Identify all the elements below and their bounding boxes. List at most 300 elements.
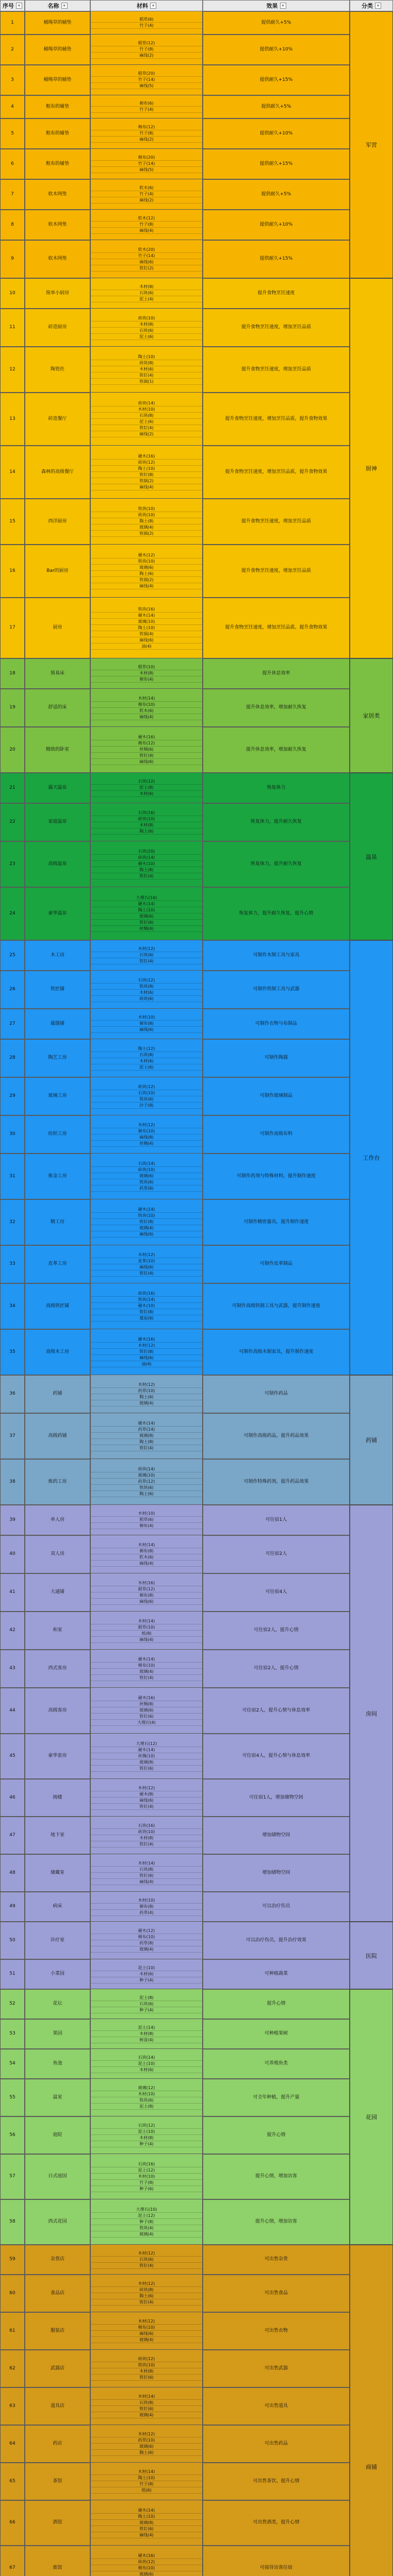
row-name[interactable] [25, 1283, 90, 1329]
row-name[interactable] [25, 2079, 90, 2116]
row-effect[interactable] [203, 2312, 350, 2350]
row-seq[interactable] [0, 118, 25, 149]
category-cell[interactable] [350, 1989, 393, 2245]
row-seq[interactable] [0, 2425, 25, 2463]
row-seq[interactable] [0, 149, 25, 179]
row-seq[interactable] [0, 210, 25, 240]
row-seq[interactable] [0, 1199, 25, 1245]
row-name[interactable] [25, 1459, 90, 1505]
row-seq[interactable] [0, 1959, 25, 1989]
row-seq[interactable] [0, 1505, 25, 1535]
row-seq[interactable] [0, 2049, 25, 2079]
row-effect[interactable] [203, 2425, 350, 2463]
row-materials[interactable] [90, 2425, 203, 2463]
row-seq[interactable] [0, 598, 25, 658]
material-item: 丝绸(10) [91, 1753, 202, 1759]
category-cell[interactable] [350, 1922, 393, 1989]
row-materials[interactable] [90, 1854, 203, 1892]
row-materials[interactable] [90, 118, 203, 149]
row-materials[interactable] [90, 545, 203, 598]
row-materials[interactable] [90, 1817, 203, 1854]
row-effect[interactable] [203, 2275, 350, 2312]
row-name[interactable] [25, 940, 90, 971]
row-seq[interactable] [0, 278, 25, 309]
category-cell[interactable] [350, 773, 393, 940]
row-name[interactable] [25, 446, 90, 499]
row-seq[interactable] [0, 1283, 25, 1329]
name-text: 玻璃工房 [48, 1093, 67, 1099]
row-name[interactable] [25, 1115, 90, 1154]
row-effect[interactable] [203, 773, 350, 803]
row-name[interactable] [25, 179, 90, 210]
row-materials[interactable] [90, 2350, 203, 2387]
row-materials[interactable] [90, 65, 203, 95]
row-seq[interactable] [0, 309, 25, 347]
row-materials[interactable] [90, 309, 203, 347]
row-effect[interactable] [203, 1039, 350, 1077]
row-name[interactable] [25, 1959, 90, 1989]
row-effect[interactable] [203, 1892, 350, 1922]
row-name[interactable] [25, 393, 90, 446]
row-materials[interactable] [90, 35, 203, 65]
material-item: 铁钉(8) [91, 1219, 202, 1225]
row-effect[interactable] [203, 2387, 350, 2425]
row-name[interactable] [25, 1039, 90, 1077]
row-effect[interactable] [203, 35, 350, 65]
row-effect[interactable] [203, 393, 350, 446]
row-effect[interactable] [203, 689, 350, 727]
row-seq[interactable] [0, 1612, 25, 1650]
row-materials[interactable] [90, 95, 203, 118]
row-effect[interactable] [203, 1779, 350, 1817]
category-cell[interactable] [350, 1505, 393, 1922]
row-name[interactable] [25, 1989, 90, 2019]
row-materials[interactable] [90, 149, 203, 179]
row-effect[interactable] [203, 1375, 350, 1413]
row-materials[interactable] [90, 1459, 203, 1505]
row-effect[interactable] [203, 1115, 350, 1154]
row-materials[interactable] [90, 2199, 203, 2245]
filter-dropdown-icon[interactable]: ▾ [61, 3, 68, 9]
row-seq[interactable] [0, 2116, 25, 2154]
row-effect[interactable] [203, 179, 350, 210]
row-effect[interactable] [203, 1989, 350, 2019]
row-materials[interactable] [90, 2116, 203, 2154]
row-effect[interactable] [203, 95, 350, 118]
row-seq[interactable] [0, 65, 25, 95]
row-materials[interactable] [90, 1375, 203, 1413]
row-name[interactable] [25, 1199, 90, 1245]
row-effect[interactable] [203, 2546, 350, 2576]
row-name[interactable] [25, 347, 90, 393]
row-seq[interactable] [0, 1854, 25, 1892]
row-effect[interactable] [203, 446, 350, 499]
row-effect[interactable] [203, 1688, 350, 1734]
row-materials[interactable] [90, 1612, 203, 1650]
row-materials[interactable] [90, 2079, 203, 2116]
row-name[interactable] [25, 971, 90, 1009]
row-name[interactable] [25, 2463, 90, 2500]
row-name[interactable] [25, 2500, 90, 2546]
header-category[interactable]: 分类 ▾ [350, 0, 393, 11]
row-effect[interactable] [203, 11, 350, 35]
row-effect[interactable] [203, 2019, 350, 2049]
row-materials[interactable] [90, 1154, 203, 1199]
row-name[interactable] [25, 1505, 90, 1535]
row-seq[interactable] [0, 1039, 25, 1077]
row-seq[interactable] [0, 35, 25, 65]
row-effect[interactable] [203, 1283, 350, 1329]
row-seq[interactable] [0, 1989, 25, 2019]
row-name[interactable] [25, 278, 90, 309]
row-materials[interactable] [90, 1892, 203, 1922]
row-name[interactable] [25, 1612, 90, 1650]
row-effect[interactable] [203, 2199, 350, 2245]
row-effect[interactable] [203, 65, 350, 95]
row-effect[interactable] [203, 887, 350, 940]
row-materials[interactable] [90, 1009, 203, 1039]
row-effect[interactable] [203, 499, 350, 545]
row-name[interactable] [25, 2116, 90, 2154]
row-materials[interactable] [90, 1413, 203, 1459]
category-cell[interactable] [350, 278, 393, 658]
row-seq[interactable] [0, 499, 25, 545]
row-seq[interactable] [0, 446, 25, 499]
row-materials[interactable] [90, 727, 203, 773]
row-materials[interactable] [90, 1734, 203, 1779]
category-cell[interactable] [350, 658, 393, 773]
row-effect[interactable] [203, 841, 350, 887]
row-materials[interactable] [90, 179, 203, 210]
row-materials[interactable] [90, 1573, 203, 1612]
row-effect[interactable] [203, 1650, 350, 1688]
row-materials[interactable] [90, 658, 203, 689]
category-cell[interactable] [350, 11, 393, 278]
row-name[interactable] [25, 841, 90, 887]
row-name[interactable] [25, 2199, 90, 2245]
row-materials[interactable] [90, 2387, 203, 2425]
row-seq[interactable] [0, 2154, 25, 2199]
row-seq[interactable] [0, 1375, 25, 1413]
category-cell[interactable] [350, 2245, 393, 2576]
row-name[interactable] [25, 65, 90, 95]
row-effect[interactable] [203, 1734, 350, 1779]
row-effect[interactable] [203, 1922, 350, 1959]
row-name[interactable] [25, 1854, 90, 1892]
category-cell[interactable] [350, 940, 393, 1375]
row-seq[interactable] [0, 2350, 25, 2387]
row-seq[interactable] [0, 179, 25, 210]
row-name[interactable] [25, 210, 90, 240]
header-effect[interactable]: 效果 ▾ [203, 0, 350, 11]
row-materials[interactable] [90, 1779, 203, 1817]
row-materials[interactable] [90, 1535, 203, 1573]
row-seq[interactable] [0, 1535, 25, 1573]
row-effect[interactable] [203, 2245, 350, 2275]
header-material[interactable]: 材料 ▾ [90, 0, 203, 11]
row-seq[interactable] [0, 1245, 25, 1283]
row-seq[interactable] [0, 1413, 25, 1459]
row-name[interactable] [25, 887, 90, 940]
row-name[interactable] [25, 2154, 90, 2199]
row-seq[interactable] [0, 689, 25, 727]
row-effect[interactable] [203, 1505, 350, 1535]
row-seq[interactable] [0, 773, 25, 803]
filter-dropdown-icon[interactable]: ▾ [280, 3, 286, 9]
row-name[interactable] [25, 1245, 90, 1283]
row-materials[interactable] [90, 2546, 203, 2576]
row-materials[interactable] [90, 841, 203, 887]
row-materials[interactable] [90, 598, 203, 658]
row-effect[interactable] [203, 1612, 350, 1650]
effect-text: 可住宿2人，提升心情 [254, 1666, 299, 1671]
row-name[interactable] [25, 598, 90, 658]
row-materials[interactable] [90, 773, 203, 803]
row-name[interactable] [25, 95, 90, 118]
row-materials[interactable] [90, 210, 203, 240]
row-effect[interactable] [203, 1535, 350, 1573]
row-materials[interactable] [90, 499, 203, 545]
row-materials[interactable] [90, 1989, 203, 2019]
row-name[interactable] [25, 35, 90, 65]
row-seq[interactable] [0, 1779, 25, 1817]
effect-text: 提升食物烹饪速度，增加烹饪品质 [241, 568, 311, 573]
row-seq[interactable] [0, 2500, 25, 2546]
row-name[interactable] [25, 1375, 90, 1413]
row-materials[interactable] [90, 278, 203, 309]
row-effect[interactable] [203, 1154, 350, 1199]
row-name[interactable] [25, 1922, 90, 1959]
row-materials[interactable] [90, 2500, 203, 2546]
row-name[interactable] [25, 499, 90, 545]
row-seq[interactable] [0, 2387, 25, 2425]
row-name[interactable] [25, 149, 90, 179]
row-materials[interactable] [90, 2049, 203, 2079]
row-effect[interactable] [203, 2049, 350, 2079]
row-effect[interactable] [203, 118, 350, 149]
row-name[interactable] [25, 2425, 90, 2463]
material-item: 棉布(4) [91, 676, 202, 683]
row-effect[interactable] [203, 2154, 350, 2199]
row-effect[interactable] [203, 240, 350, 278]
row-effect[interactable] [203, 1199, 350, 1245]
row-name[interactable] [25, 2312, 90, 2350]
row-seq[interactable] [0, 2463, 25, 2500]
row-name[interactable] [25, 1535, 90, 1573]
row-seq[interactable] [0, 347, 25, 393]
row-seq[interactable] [0, 841, 25, 887]
row-materials[interactable] [90, 2275, 203, 2312]
row-name[interactable] [25, 1779, 90, 1817]
row-name[interactable] [25, 2245, 90, 2275]
row-effect[interactable] [203, 545, 350, 598]
row-name[interactable] [25, 1734, 90, 1779]
material-item: 硬木(14) [91, 1656, 202, 1663]
row-effect[interactable] [203, 727, 350, 773]
row-effect[interactable] [203, 1009, 350, 1039]
filter-dropdown-icon[interactable]: ▾ [16, 3, 22, 9]
row-seq[interactable] [0, 1329, 25, 1375]
filter-dropdown-icon[interactable]: ▾ [150, 3, 156, 9]
row-name[interactable] [25, 2275, 90, 2312]
row-seq[interactable] [0, 2275, 25, 2312]
row-name[interactable] [25, 2350, 90, 2387]
row-effect[interactable] [203, 1413, 350, 1459]
row-seq[interactable] [0, 1922, 25, 1959]
row-seq[interactable] [0, 2245, 25, 2275]
row-effect[interactable] [203, 149, 350, 179]
row-effect[interactable] [203, 2116, 350, 2154]
row-effect[interactable] [203, 2463, 350, 2500]
row-materials[interactable] [90, 347, 203, 393]
material-item: 麻线(6) [91, 2331, 202, 2337]
row-seq[interactable] [0, 1688, 25, 1734]
row-seq[interactable] [0, 2312, 25, 2350]
row-name[interactable] [25, 545, 90, 598]
row-seq[interactable] [0, 95, 25, 118]
row-effect[interactable] [203, 2350, 350, 2387]
row-seq[interactable] [0, 2199, 25, 2245]
row-effect[interactable] [203, 658, 350, 689]
row-materials[interactable] [90, 1115, 203, 1154]
row-name[interactable] [25, 773, 90, 803]
row-name[interactable] [25, 1573, 90, 1612]
row-name[interactable] [25, 803, 90, 841]
row-materials[interactable] [90, 887, 203, 940]
row-seq[interactable] [0, 940, 25, 971]
row-effect[interactable] [203, 1817, 350, 1854]
row-name[interactable] [25, 2019, 90, 2049]
row-seq[interactable] [0, 727, 25, 773]
row-seq[interactable] [0, 887, 25, 940]
row-materials[interactable] [90, 446, 203, 499]
row-effect[interactable] [203, 2079, 350, 2116]
row-effect[interactable] [203, 1459, 350, 1505]
row-seq[interactable] [0, 1892, 25, 1922]
row-seq[interactable] [0, 2019, 25, 2049]
row-name[interactable] [25, 2546, 90, 2576]
row-seq[interactable] [0, 1817, 25, 1854]
row-name[interactable] [25, 2387, 90, 2425]
row-seq[interactable] [0, 1115, 25, 1154]
row-materials[interactable] [90, 240, 203, 278]
row-seq[interactable] [0, 658, 25, 689]
row-seq[interactable] [0, 393, 25, 446]
row-name[interactable] [25, 658, 90, 689]
row-seq[interactable] [0, 2079, 25, 2116]
row-effect[interactable] [203, 2500, 350, 2546]
row-materials[interactable] [90, 1505, 203, 1535]
row-name[interactable] [25, 1077, 90, 1115]
material-item: 铁块(4) [91, 2225, 202, 2231]
row-name[interactable] [25, 1817, 90, 1854]
row-seq[interactable] [0, 240, 25, 278]
row-materials[interactable] [90, 11, 203, 35]
header-seq[interactable]: 序号 ▾ [0, 0, 25, 11]
row-name[interactable] [25, 1688, 90, 1734]
row-materials[interactable] [90, 940, 203, 971]
row-seq[interactable] [0, 11, 25, 35]
row-materials[interactable] [90, 1283, 203, 1329]
row-name[interactable] [25, 1154, 90, 1199]
row-seq[interactable] [0, 1734, 25, 1779]
row-effect[interactable] [203, 1959, 350, 1989]
row-name[interactable] [25, 727, 90, 773]
row-effect[interactable] [203, 803, 350, 841]
row-name[interactable] [25, 240, 90, 278]
row-name[interactable] [25, 11, 90, 35]
row-effect[interactable] [203, 1077, 350, 1115]
row-effect[interactable] [203, 347, 350, 393]
effect-text: 提升心情 [267, 2132, 286, 2138]
row-materials[interactable] [90, 393, 203, 446]
row-effect[interactable] [203, 1329, 350, 1375]
row-materials[interactable] [90, 1199, 203, 1245]
row-seq[interactable] [0, 2546, 25, 2576]
row-effect[interactable] [203, 598, 350, 658]
row-materials[interactable] [90, 689, 203, 727]
row-materials[interactable] [90, 971, 203, 1009]
row-seq[interactable] [0, 971, 25, 1009]
row-materials[interactable] [90, 1922, 203, 1959]
material-item: 软木(20) [91, 247, 202, 253]
row-materials[interactable] [90, 2245, 203, 2275]
row-materials[interactable] [90, 2154, 203, 2199]
row-materials[interactable] [90, 1039, 203, 1077]
row-materials[interactable] [90, 1959, 203, 1989]
filter-dropdown-icon[interactable]: ▾ [375, 3, 381, 9]
row-materials[interactable] [90, 1688, 203, 1734]
row-seq[interactable] [0, 1573, 25, 1612]
row-effect[interactable] [203, 1573, 350, 1612]
row-seq[interactable] [0, 1459, 25, 1505]
row-name[interactable] [25, 2049, 90, 2079]
header-name[interactable]: 名称 ▾ [25, 0, 90, 11]
row-materials[interactable] [90, 2312, 203, 2350]
row-materials[interactable] [90, 2019, 203, 2049]
row-name[interactable] [25, 118, 90, 149]
row-effect[interactable] [203, 1854, 350, 1892]
row-name[interactable] [25, 1009, 90, 1039]
row-name[interactable] [25, 1892, 90, 1922]
row-seq[interactable] [0, 803, 25, 841]
row-seq[interactable] [0, 1077, 25, 1115]
row-seq[interactable] [0, 1154, 25, 1199]
row-materials[interactable] [90, 1245, 203, 1283]
row-name[interactable] [25, 1650, 90, 1688]
row-name[interactable] [25, 1413, 90, 1459]
row-effect[interactable] [203, 1245, 350, 1283]
row-effect[interactable] [203, 278, 350, 309]
row-materials[interactable] [90, 2463, 203, 2500]
row-effect[interactable] [203, 309, 350, 347]
row-seq[interactable] [0, 545, 25, 598]
row-name[interactable] [25, 689, 90, 727]
row-materials[interactable] [90, 1650, 203, 1688]
category-cell[interactable] [350, 1375, 393, 1505]
name-text: 木工房 [50, 952, 64, 958]
row-materials[interactable] [90, 1077, 203, 1115]
row-seq[interactable] [0, 1650, 25, 1688]
row-materials[interactable] [90, 1329, 203, 1375]
row-seq[interactable] [0, 1009, 25, 1039]
row-name[interactable] [25, 1329, 90, 1375]
row-name[interactable] [25, 309, 90, 347]
row-effect[interactable] [203, 210, 350, 240]
row-effect[interactable] [203, 971, 350, 1009]
row-effect[interactable] [203, 940, 350, 971]
row-materials[interactable] [90, 803, 203, 841]
